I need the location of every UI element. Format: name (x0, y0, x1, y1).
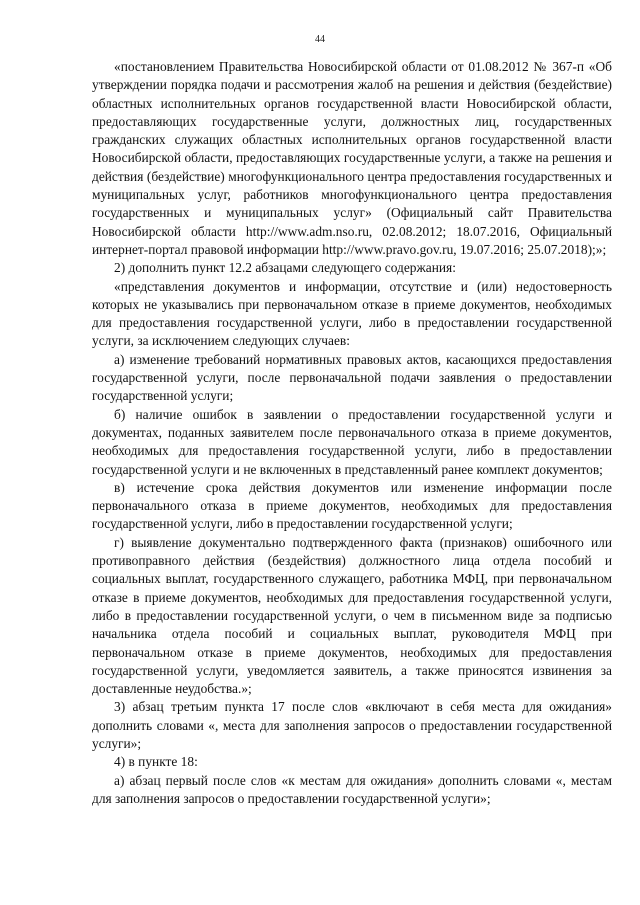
document-body (92, 58, 612, 808)
paragraph: 4) в пункте 18: (114, 754, 198, 770)
paragraph: 3) абзац третьим пункта 17 после слов «включают в себя места для ожидания» дополнить словами «, места для заполнения запросов о предоставлении государственной услуги»; (92, 699, 612, 751)
paragraph: а) абзац первый после слов «к местам для ожидания» дополнить словами «, местам для заполнения запросов о предоставлении государственной услуги»; (92, 772, 612, 806)
page-number: 44 (315, 34, 325, 45)
paragraph: а) изменение требований нормативных правовых актов, касающихся предоставления государственной услуги, после первоначальной подачи заявления о предоставлении государственной услуги; (92, 351, 612, 404)
paragraph: г) выявление документально подтвержденного факта (признаков) ошибочного или противоправного действия (бездействия) должностного лица отдела пособий и социальных выплат, государственного служащего, работника МФЦ, при первоначальном отказе в приеме документов, необходимых для предоставления государственной услуги, либо в предоставлении государственной услуги, о чем в письменном виде за подписью начальника отдела пособий и социальных выплат, руководителя МФЦ при первоначальном отказе в приеме документов, необходимых для предоставления государственной услуги, уведомляется заявитель, а также приносятся извинения за доставленные неудобства.»; (92, 534, 612, 697)
paragraph: 2) дополнить пункт 12.2 абзацами следующего содержания: (114, 260, 456, 276)
paragraph: «постановлением Правительства Новосибирской области от 01.08.2012 № 367-п «Об утверждении порядка подачи и рассмотрения жалоб на решения и действия (бездействие) областных исполнительных органов государственной власти Новосибирской области, предоставляющих государственные услуги, должностных лиц, государственных гражданских служащих областных исполнительных органов государственной власти Новосибирской области, предоставляющих государственные услуги, а также на решения и действия (бездействие) многофункционального центра предоставления государственных и муниципальных услуг, работников многофункционального центра предоставления государственных и муниципальных услуг» (Официальный сайт Правительства Новосибирской области http://www.adm.nso.ru, 02.08.2012; 18.07.2016, Официальный интернет-портал правовой информации http://www.pravo.gov.ru, 19.07.2016; 25.07.2018);»; (92, 59, 612, 257)
paragraph: в) истечение срока действия документов или изменение информации после первоначального отказа в приеме документов, необходимых для предоставления государственной услуги, либо в предоставлении государственной услуги; (92, 479, 612, 532)
paragraph: «представления документов и информации, отсутствие и (или) недостоверность которых не указывались при первоначальном отказе в приеме документов, необходимых для предоставления государственной услуги, либо в предоставлении государственной услуги, за исключением следующих случаев: (92, 278, 612, 349)
paragraph: б) наличие ошибок в заявлении о предоставлении государственной услуги и документах, поданных заявителем после первоначального отказа в приеме документов, необходимых для предоставления государственной услуги, либо в предоставлении государственной услуги и не включенных в представленный ранее комплект документов; (92, 406, 612, 477)
